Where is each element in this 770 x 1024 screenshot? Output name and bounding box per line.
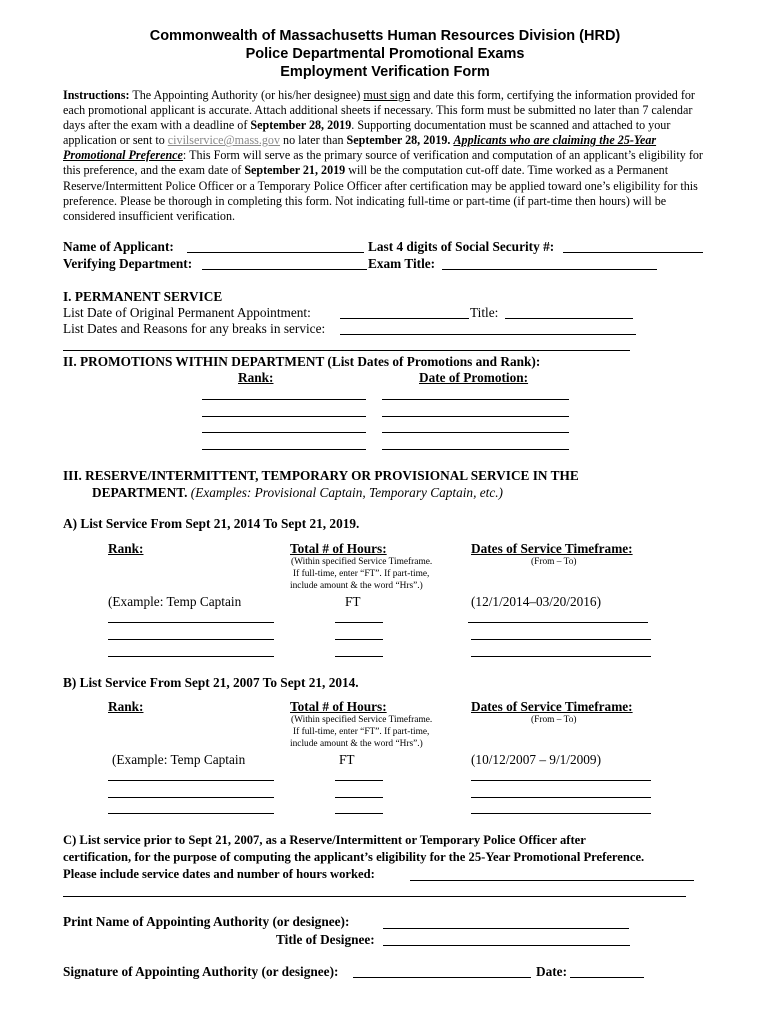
promotion-rank-field[interactable] (202, 449, 366, 450)
part-c-line-2: certification, for the purpose of computing the applicant’s eligibility for the 25-Year Promotional Preference. (63, 850, 645, 864)
promotion-date-field[interactable] (382, 432, 569, 433)
part-b-hours-note-3: include amount & the word “Hrs”.) (290, 739, 423, 749)
instructions-text: . Supporting documentation must be scanned and attached to your application or sent to (63, 118, 671, 148)
part-a-hours-note-2: If full-time, enter “FT”. If part-time, (293, 569, 430, 579)
original-appointment-field[interactable] (340, 318, 469, 319)
part-b-hours-field[interactable] (335, 813, 383, 814)
breaks-in-service-label: List Dates and Reasons for any breaks in service: (63, 321, 326, 336)
part-b-hours-header: Total # of Hours: (290, 699, 387, 714)
verifying-department-label: Verifying Department: (63, 256, 193, 271)
section-reserve-title-2 (92, 485, 503, 501)
section-reserve-title: III. RESERVE/INTERMITTENT, TEMPORARY OR PROVISIONAL SERVICE IN THE (63, 468, 579, 483)
part-b-dates-field[interactable] (471, 813, 651, 814)
instructions-text: and date this form, certifying the information provided for each promotional applicant is accurate. Attach additional sheets if necessary. This form must be submitted no later than 7 calendar days after the exam with a deadline of (63, 88, 695, 133)
ssn-field[interactable] (563, 252, 703, 253)
part-a-title: A) List Service From Sept 21, 2014 To Sept 21, 2019. (63, 516, 360, 531)
part-a-dates-field[interactable] (468, 622, 648, 623)
promotion-date-header: Date of Promotion: (419, 370, 529, 385)
section-permanent-service-title: I. PERMANENT SERVICE (63, 289, 223, 304)
part-c-line-1: C) List service prior to Sept 21, 2007, as a Reserve/Intermittent or Temporary Police Officer after (63, 833, 586, 847)
part-b-dates-header: Dates of Service Timeframe: (471, 699, 633, 714)
part-b-example-hours: FT (339, 752, 355, 767)
section-reserve-examples: (Examples: Provisional Captain, Temporary Captain, etc.) (187, 485, 503, 500)
breaks-in-service-field-2[interactable] (63, 350, 630, 351)
print-name-field[interactable] (383, 928, 629, 929)
part-b-rank-field[interactable] (108, 797, 274, 798)
part-a-example-rank: (Example: Temp Captain (108, 594, 242, 609)
promotion-rank-field[interactable] (202, 399, 366, 400)
section-reserve-title-bold: DEPARTMENT. (92, 485, 188, 500)
print-name-label: Print Name of Appointing Authority (or designee): (63, 914, 350, 929)
preference-claim-text: Applicants who are claiming the 25-Year Promotional Preference (63, 133, 657, 163)
date-label: Date: (536, 964, 568, 979)
original-appointment-label: List Date of Original Permanent Appointment: (63, 305, 311, 320)
part-b-rank-header: Rank: (108, 699, 144, 714)
permanent-title-label: Title: (470, 305, 499, 320)
part-a-example-hours: FT (345, 594, 361, 609)
part-b-hours-note-2: If full-time, enter “FT”. If part-time, (293, 727, 430, 737)
applicant-name-label: Name of Applicant: (63, 239, 174, 254)
part-a-hours-field[interactable] (335, 656, 383, 657)
signature-field[interactable] (353, 977, 531, 978)
form-header-agency: Commonwealth of Massachusetts Human Resources Division (HRD) (149, 28, 621, 44)
email-link[interactable]: civilservice@mass.gov (167, 133, 281, 148)
promotion-rank-field[interactable] (202, 432, 366, 433)
part-b-example-rank: (Example: Temp Captain (112, 752, 246, 767)
part-b-example-dates: (10/12/2007 – 9/1/2009) (471, 752, 602, 767)
part-c-service-field-2[interactable] (63, 896, 686, 897)
date-field[interactable] (570, 977, 644, 978)
part-a-dates-field[interactable] (471, 639, 651, 640)
form-header-subtitle: Police Departmental Promotional Exams (245, 46, 525, 62)
designee-title-field[interactable] (383, 945, 630, 946)
instructions-label: Instructions: (63, 88, 130, 102)
part-a-rank-field[interactable] (108, 656, 274, 657)
part-b-hours-field[interactable] (335, 797, 383, 798)
part-a-rank-header: Rank: (108, 541, 144, 556)
exam-title-label: Exam Title: (368, 256, 436, 271)
part-b-dates-note: (From – To) (531, 715, 577, 725)
ssn-label: Last 4 digits of Social Security #: (368, 239, 555, 254)
part-a-dates-header: Dates of Service Timeframe: (471, 541, 633, 556)
part-a-hours-field[interactable] (335, 639, 383, 640)
exam-date: September 21, 2019 (244, 163, 346, 178)
part-b-dates-field[interactable] (471, 797, 651, 798)
instructions-paragraph (63, 88, 713, 224)
part-b-title: B) List Service From Sept 21, 2007 To Sept 21, 2014. (63, 675, 359, 690)
part-a-hours-note-3: include amount & the word “Hrs”.) (290, 581, 423, 591)
part-b-dates-field[interactable] (471, 780, 651, 781)
part-a-hours-header: Total # of Hours: (290, 541, 387, 556)
part-a-hours-field[interactable] (335, 622, 383, 623)
signature-label: Signature of Appointing Authority (or designee): (63, 964, 339, 979)
must-sign-text: must sign (363, 88, 411, 102)
breaks-in-service-field[interactable] (340, 334, 636, 335)
part-b-rank-field[interactable] (108, 813, 274, 814)
designee-title-label: Title of Designee: (276, 932, 375, 947)
form-title: Employment Verification Form (280, 64, 490, 80)
applicant-name-field[interactable] (187, 252, 364, 253)
part-b-hours-field[interactable] (335, 780, 383, 781)
promotion-rank-field[interactable] (202, 416, 366, 417)
part-a-dates-field[interactable] (471, 656, 651, 657)
promotion-date-field[interactable] (382, 449, 569, 450)
part-c-service-field[interactable] (410, 880, 694, 881)
promotion-rank-header: Rank: (238, 370, 274, 385)
instructions-text: will be the computation cut-off date. Time worked as a Permanent Reserve/Intermittent Police Officer or a Temporary Police Officer after certification may be applied toward one’s eligibility for this preference. Please be thorough in completing this form. Not indicating full-time or part-time (if part-time then hours) will be considered insufficient verification. (63, 163, 698, 223)
promotion-date-field[interactable] (382, 399, 569, 400)
part-b-rank-field[interactable] (108, 780, 274, 781)
instructions-text: no later than (280, 133, 347, 148)
part-a-example-dates: (12/1/2014–03/20/2016) (471, 594, 602, 609)
part-a-rank-field[interactable] (108, 622, 274, 623)
part-c-line-3: Please include service dates and number of hours worked: (63, 867, 375, 881)
deadline-date: September 28, 2019 (250, 118, 352, 133)
exam-title-field[interactable] (442, 269, 657, 270)
instructions-text: The Appointing Authority (or his/her designee) (129, 88, 364, 102)
part-a-rank-field[interactable] (108, 639, 274, 640)
deadline-date-2: September 28, 2019. (346, 133, 451, 148)
part-a-hours-note-1: (Within specified Service Timeframe. (291, 557, 433, 567)
permanent-title-field[interactable] (505, 318, 633, 319)
verifying-department-field[interactable] (202, 269, 367, 270)
part-a-dates-note: (From – To) (531, 557, 577, 567)
section-promotions-title: II. PROMOTIONS WITHIN DEPARTMENT (List Dates of Promotions and Rank): (63, 354, 541, 369)
promotion-date-field[interactable] (382, 416, 569, 417)
part-b-hours-note-1: (Within specified Service Timeframe. (291, 715, 433, 725)
instructions-text: : This Form will serve as the primary source of verification and computation of an applicant’s eligibility for this preference, and the exam date of (63, 148, 703, 178)
